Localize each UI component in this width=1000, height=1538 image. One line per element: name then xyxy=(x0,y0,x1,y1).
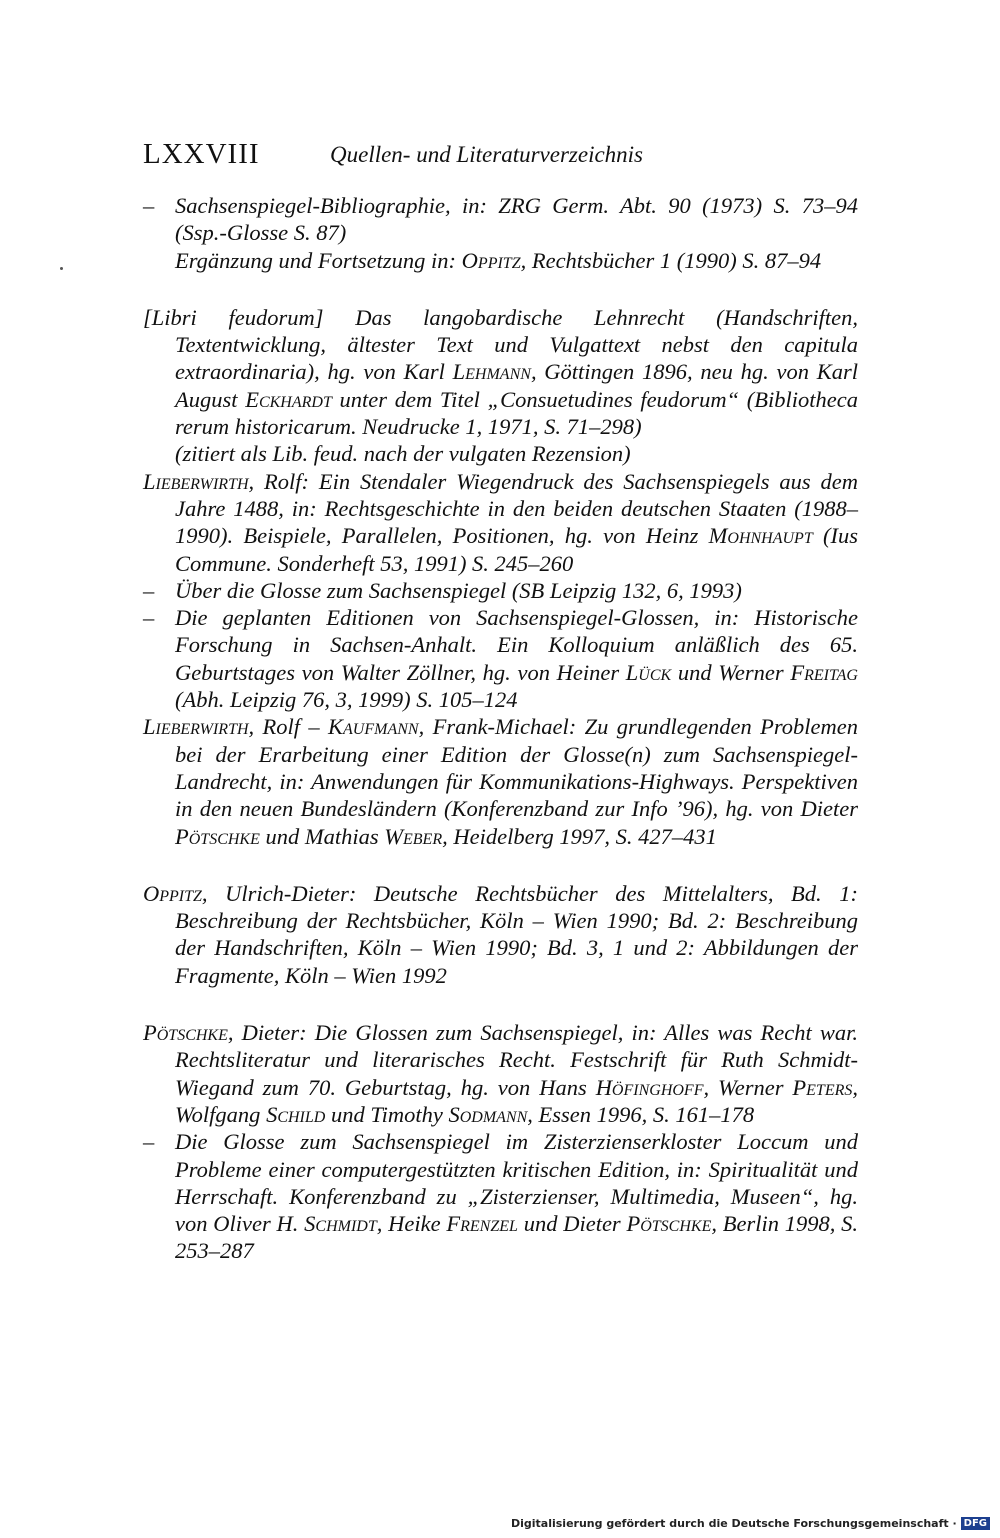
author-name: Lieberwirth xyxy=(143,468,249,494)
author-name: Kaufmann xyxy=(328,714,419,740)
continuation-dash: – xyxy=(143,1129,155,1155)
entry-libri-feudorum xyxy=(143,304,858,468)
entry-text xyxy=(143,880,858,989)
running-title: Quellen- und Literaturverzeichnis xyxy=(330,142,644,167)
entry-text xyxy=(143,304,858,440)
author-name: Höfinghoff xyxy=(595,1074,704,1100)
entry-poetschke-glossen xyxy=(143,1019,858,1128)
entry-text: , Göttingen 1896, neu hg. von Karl August xyxy=(175,359,859,412)
author-name: Lieberwirth xyxy=(143,714,249,740)
digitization-footer xyxy=(511,1517,990,1530)
author-name: Schmidt xyxy=(304,1211,377,1237)
entry-sachsenspiegel-bibliographie xyxy=(143,192,858,274)
author-name: Oppitz xyxy=(143,880,202,906)
entry-oppitz xyxy=(143,880,858,989)
entry-text: und Werner xyxy=(671,659,791,685)
continuation-dash: – xyxy=(143,605,155,631)
entry-poetschke-loccum xyxy=(143,1128,858,1264)
entry-text: , Dieter: Die Glossen zum Sachsenspiegel, in: Alles was Recht war. Rechtsliteratur und literarisches Recht. Festschrift für Ruth Schmidt-Wiegand zum 70. Geburtstag, hg. von Hans xyxy=(175,1020,858,1100)
entry-lieberwirth-kaufmann xyxy=(143,713,858,849)
author-name: Peters xyxy=(792,1074,853,1100)
entry-text: Sachsenspiegel-Bibliographie, in: ZRG Germ. Abt. 90 (1973) S. 73–94 (Ssp.-Glosse S. 87) xyxy=(175,193,858,246)
entry-text: und Mathias xyxy=(259,823,385,849)
entry-text: , Werner xyxy=(703,1074,793,1100)
entry-text: und Timothy xyxy=(325,1101,449,1127)
entry-text: , Ulrich-Dieter: Deutsche Rechtsbücher des Mittelalters, Bd. 1: Beschreibung der Rechtsbücher, Köln – Wien 1990; Bd. 2: Beschreibung der Handschriften, Köln – Wien 1990; Bd. 3, 1 und 2: Abbildungen der Fragmente, Köln – Wien 1992 xyxy=(175,880,858,988)
continuation-dash: – xyxy=(143,193,155,218)
entry-text: , Heidelberg 1997, S. 427–431 xyxy=(442,823,717,849)
entry-text: Die Glosse zum Sachsenspiegel im Zisterzienserkloster Loccum und Probleme einer computergestützten kritischen Edition, in: Spiritualität und Herrschaft. Konferenzband zu „Zisterzienser, Multimedia, Museen“, hg. von Oliver H. xyxy=(175,1129,858,1237)
author-name: Eckhardt xyxy=(245,386,332,412)
author-name: Pötschke xyxy=(626,1211,712,1237)
author-name: Lehmann xyxy=(452,359,531,385)
entry-text: Ergänzung und Fortsetzung in: xyxy=(175,247,462,273)
entry-text: [Libri feudorum] Das langobardische Lehnrecht (Handschriften, Textentwicklung, ältester Text und Vulgattext nebst den capitula extraordinaria), hg. von Karl xyxy=(143,304,858,385)
entry-note: (zitiert als Lib. feud. nach der vulgaten Rezension) xyxy=(175,441,631,467)
entry-text: , Rolf: Ein Stendaler Wiegendruck des Sachsenspiegels aus dem Jahre 1488, in: Rechtsgeschichte in den beiden deutschen Staaten (1988–1990). Beispiele, Parallelen, Positionen, hg. von Heinz xyxy=(175,468,858,549)
entry-text: , Wolfgang xyxy=(175,1074,858,1127)
author-name: Sodmann xyxy=(448,1101,528,1127)
entry-text: , Rechtsbücher 1 (1990) S. 87–94 xyxy=(520,247,822,273)
continuation-dash: – xyxy=(143,577,155,603)
author-name: Pötschke xyxy=(143,1020,228,1046)
margin-mark xyxy=(60,267,63,270)
entry-lieberwirth-glosse xyxy=(143,577,858,604)
author-name: Mohnhaupt xyxy=(708,523,813,549)
entry-text: , Frank-Michael: Zu grundlegenden Problemen bei der Erarbeitung einer Edition der Glosse(n) zum Sachsenspiegel-Landrecht, in: Anwendungen für Kommunikations-Highways. Perspektiven in den neuen Bundesländern (Konferenzband zur Info ’96), hg. von Dieter xyxy=(175,714,858,822)
author-name: Frenzel xyxy=(446,1211,518,1237)
entry-text: (Abh. Leipzig 76, 3, 1999) S. 105–124 xyxy=(175,687,518,713)
entry-text: Über die Glosse zum Sachsenspiegel (SB Leipzig 132, 6, 1993) xyxy=(175,577,742,603)
bibliography-body xyxy=(143,192,858,1265)
footer-text: Digitalisierung gefördert durch die Deutsche Forschungsgemeinschaft · xyxy=(510,1517,957,1530)
author-name: Freitag xyxy=(790,659,858,685)
entry-text: unter dem Titel „Consuetudines feudorum“ (Bibliotheca rerum historicarum. Neudrucke 1, 1971, S. 71–298) xyxy=(175,386,858,440)
entry-text xyxy=(143,468,858,577)
entry-supplement xyxy=(175,247,858,274)
page-folio: LXXVIII xyxy=(143,138,260,170)
entry-text: Die geplanten Editionen von Sachsenspiegel-Glossen, in: Historische Forschung in Sachsen-Anhalt. Ein Kolloquium anläßlich des 65. Geburtstages von Walter Zöllner, hg. von Heiner xyxy=(175,605,858,685)
entry-text: , Rolf – xyxy=(248,714,329,740)
entry-lieberwirth-editionen xyxy=(143,604,858,713)
dfg-logo: DFG xyxy=(961,1517,990,1530)
author-name: Weber xyxy=(384,823,443,849)
entry-text: (Ius Commune. Sonderheft 53, 1991) S. 245–260 xyxy=(175,523,858,576)
entry-text: , Heike xyxy=(376,1211,447,1237)
author-name: Lück xyxy=(625,659,672,685)
entry-text: , Essen 1996, S. 161–178 xyxy=(527,1101,755,1127)
author-name: Oppitz xyxy=(461,247,521,273)
entry-text: , Berlin 1998, S. 253–287 xyxy=(175,1211,859,1264)
author-name: Pötschke xyxy=(175,823,260,849)
entry-text xyxy=(143,713,858,849)
author-name: Schild xyxy=(266,1101,326,1127)
entry-lieberwirth-stendaler xyxy=(143,468,858,577)
page-header xyxy=(143,138,863,178)
entry-text xyxy=(143,1019,858,1128)
entry-text: und Dieter xyxy=(517,1211,627,1237)
